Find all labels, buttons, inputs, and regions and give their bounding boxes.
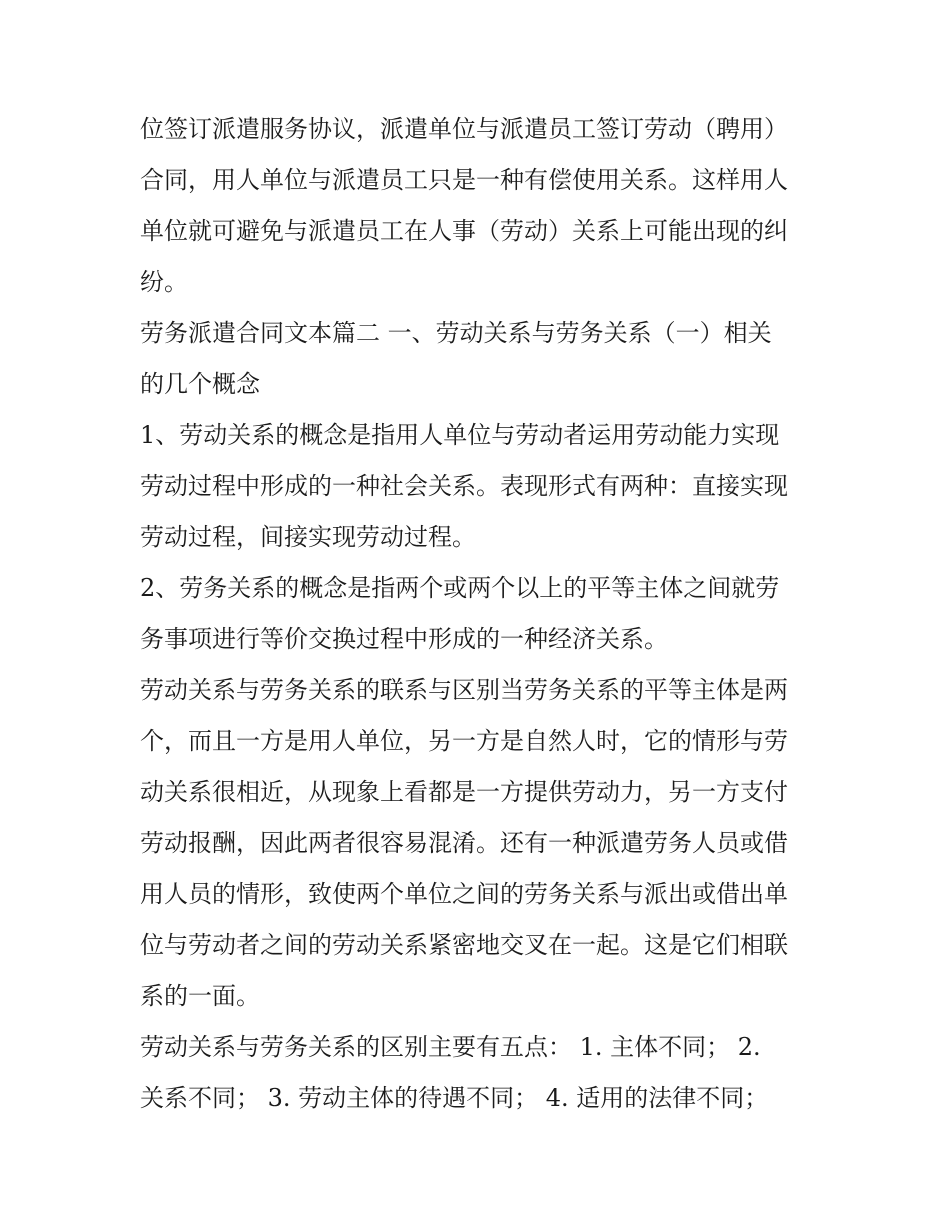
section-heading-line-2: 的几个概念: [140, 370, 260, 398]
document-body: [140, 104, 812, 1124]
text-line-8: 劳动过程中形成的一种社会关系。表现形式有两种：直接实现: [140, 472, 788, 500]
text-line-11: 务事项进行等价交换过程中形成的一种经济关系。: [140, 625, 668, 653]
text-line-15: 劳动报酬，因此两者很容易混淆。还有一种派遣劳务人员或借: [140, 829, 788, 857]
section-heading-line-1: 劳务派遣合同文本篇二 一、劳动关系与劳务关系（一）相关: [140, 319, 772, 347]
text-line-1: 位签订派遣服务协议，派遣单位与派遣员工签订劳动（聘用）: [140, 115, 788, 143]
text-line-13: 个，而且一方是用人单位，另一方是自然人时，它的情形与劳: [140, 727, 788, 755]
text-line-10: 2、劳务关系的概念是指两个或两个以上的平等主体之间就劳: [140, 574, 780, 602]
text-line-16: 用人员的情形，致使两个单位之间的劳务关系与派出或借出单: [140, 880, 788, 908]
text-line-9: 劳动过程，间接实现劳动过程。: [140, 523, 476, 551]
text-line-4: 纷。: [140, 268, 188, 296]
text-line-18: 系的一面。: [140, 982, 260, 1010]
text-line-3: 单位就可避免与派遣员工在人事（劳动）关系上可能出现的纠: [140, 217, 788, 245]
text-line-19: 劳动关系与劳务关系的区别主要有五点： 1. 主体不同； 2.: [140, 1033, 761, 1061]
text-line-20: 关系不同； 3. 劳动主体的待遇不同； 4. 适用的法律不同；: [140, 1084, 769, 1112]
text-line-2: 合同，用人单位与派遣员工只是一种有偿使用关系。这样用人: [140, 166, 788, 194]
text-line-14: 动关系很相近，从现象上看都是一方提供劳动力，另一方支付: [140, 778, 788, 806]
text-line-7: 1、劳动关系的概念是指用人单位与劳动者运用劳动能力实现: [140, 421, 780, 449]
text-line-17: 位与劳动者之间的劳动关系紧密地交叉在一起。这是它们相联: [140, 931, 788, 959]
text-line-12: 劳动关系与劳务关系的联系与区别当劳务关系的平等主体是两: [140, 676, 788, 704]
